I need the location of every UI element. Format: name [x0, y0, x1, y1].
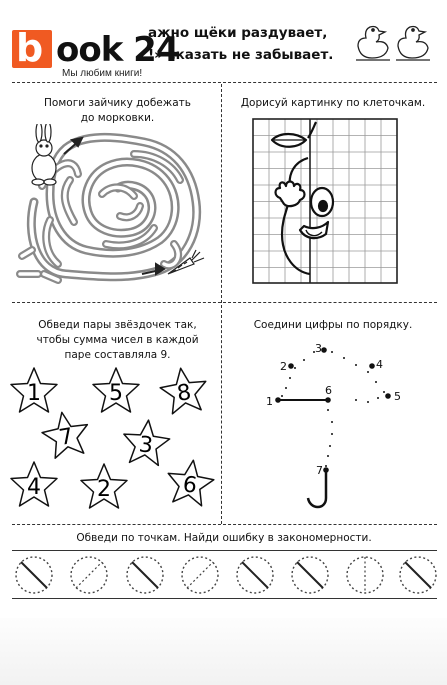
divider-bottom [12, 524, 437, 525]
dot-label: 1 [266, 395, 273, 408]
circle-slash-item[interactable] [16, 557, 52, 593]
divider-middle [12, 302, 437, 303]
pattern-top-line [12, 550, 437, 551]
maze-area [14, 124, 214, 294]
stars-instructions [20, 318, 215, 363]
stars-instruction-line-3: паре составляла 9. [64, 349, 171, 361]
dot-label: 5 [394, 390, 401, 403]
dot-label: 4 [376, 358, 383, 371]
stars-area [4, 364, 218, 520]
star-number: 6 [181, 472, 199, 499]
star-item[interactable] [11, 368, 57, 412]
drawing-instruction-line-1: Дорисуй картинку по клеточкам. [240, 97, 426, 109]
dot-point [369, 363, 375, 369]
star-number: 8 [175, 380, 193, 407]
dot-point [321, 347, 327, 353]
star-number: 1 [27, 381, 41, 406]
ducks-illustration [352, 18, 434, 64]
star-number: 3 [137, 432, 155, 459]
dots-instructions [228, 318, 438, 333]
poem-line-2: !» сказать не забывает. [148, 47, 334, 63]
circle-slash-item[interactable] [71, 557, 107, 593]
dot-point [323, 467, 329, 473]
duck-icon [356, 27, 390, 61]
maze-instructions [20, 96, 215, 126]
pattern-bottom-line [12, 598, 437, 599]
star-item[interactable] [11, 462, 57, 506]
star-item[interactable] [81, 464, 127, 508]
rabbit-icon [32, 124, 56, 185]
star-item[interactable] [164, 457, 216, 507]
poem-line-1: ажно щёки раздувает, [148, 25, 328, 41]
circle-slash-item[interactable] [182, 557, 218, 593]
dot-label: 6 [325, 384, 332, 397]
circle-slash-item[interactable] [292, 557, 328, 593]
logo-text[interactable]: ook 24 [56, 30, 179, 70]
stars-instruction-line-2: чтобы сумма чисел в каждой [36, 334, 199, 346]
star-item[interactable] [121, 418, 171, 467]
pattern-row [8, 552, 442, 598]
star-item[interactable] [93, 368, 139, 412]
pattern-instructions [14, 531, 434, 546]
circle-slash-item[interactable] [237, 557, 273, 593]
divider-center [221, 84, 222, 524]
maze-instruction-line-2: до морковки. [80, 112, 155, 124]
star-number: 4 [27, 475, 41, 500]
logo-tagline: Мы любим книги! [62, 68, 143, 79]
hook-line [308, 472, 326, 507]
logo-letter: b [16, 26, 44, 70]
dot-label: 3 [315, 342, 322, 355]
circle-slash-item[interactable] [347, 557, 383, 593]
divider-top [12, 82, 437, 83]
circle-slash-item[interactable] [400, 557, 436, 593]
stars-instruction-line-1: Обведи пары звёздочек так, [38, 319, 197, 331]
star-number: 2 [97, 477, 111, 502]
dotted-guide [281, 351, 385, 467]
page-bottom-shadow [0, 618, 447, 685]
star-number: 5 [109, 381, 123, 406]
dot-label: 7 [316, 464, 323, 477]
dot-point [288, 363, 294, 369]
star-item[interactable] [39, 408, 92, 459]
logo-badge[interactable] [12, 26, 52, 70]
hand-icon [276, 182, 305, 207]
star-item[interactable] [158, 365, 210, 415]
circle-slash-item[interactable] [127, 557, 163, 593]
maze-instruction-line-1: Помоги зайчику добежать [44, 97, 191, 109]
dots-instruction-line-1: Соедини цифры по порядку. [253, 319, 413, 331]
dot-label: 2 [280, 360, 287, 373]
dot-point [385, 393, 391, 399]
drawing-instructions [228, 96, 438, 111]
dots-area [260, 338, 420, 518]
duck-icon [396, 27, 430, 61]
drawing-grid [252, 118, 398, 284]
pattern-instruction-line-1: Обведи по точкам. Найди ошибку в закономерности. [76, 532, 372, 544]
star-number: 7 [57, 423, 76, 452]
poem-text [148, 22, 348, 66]
